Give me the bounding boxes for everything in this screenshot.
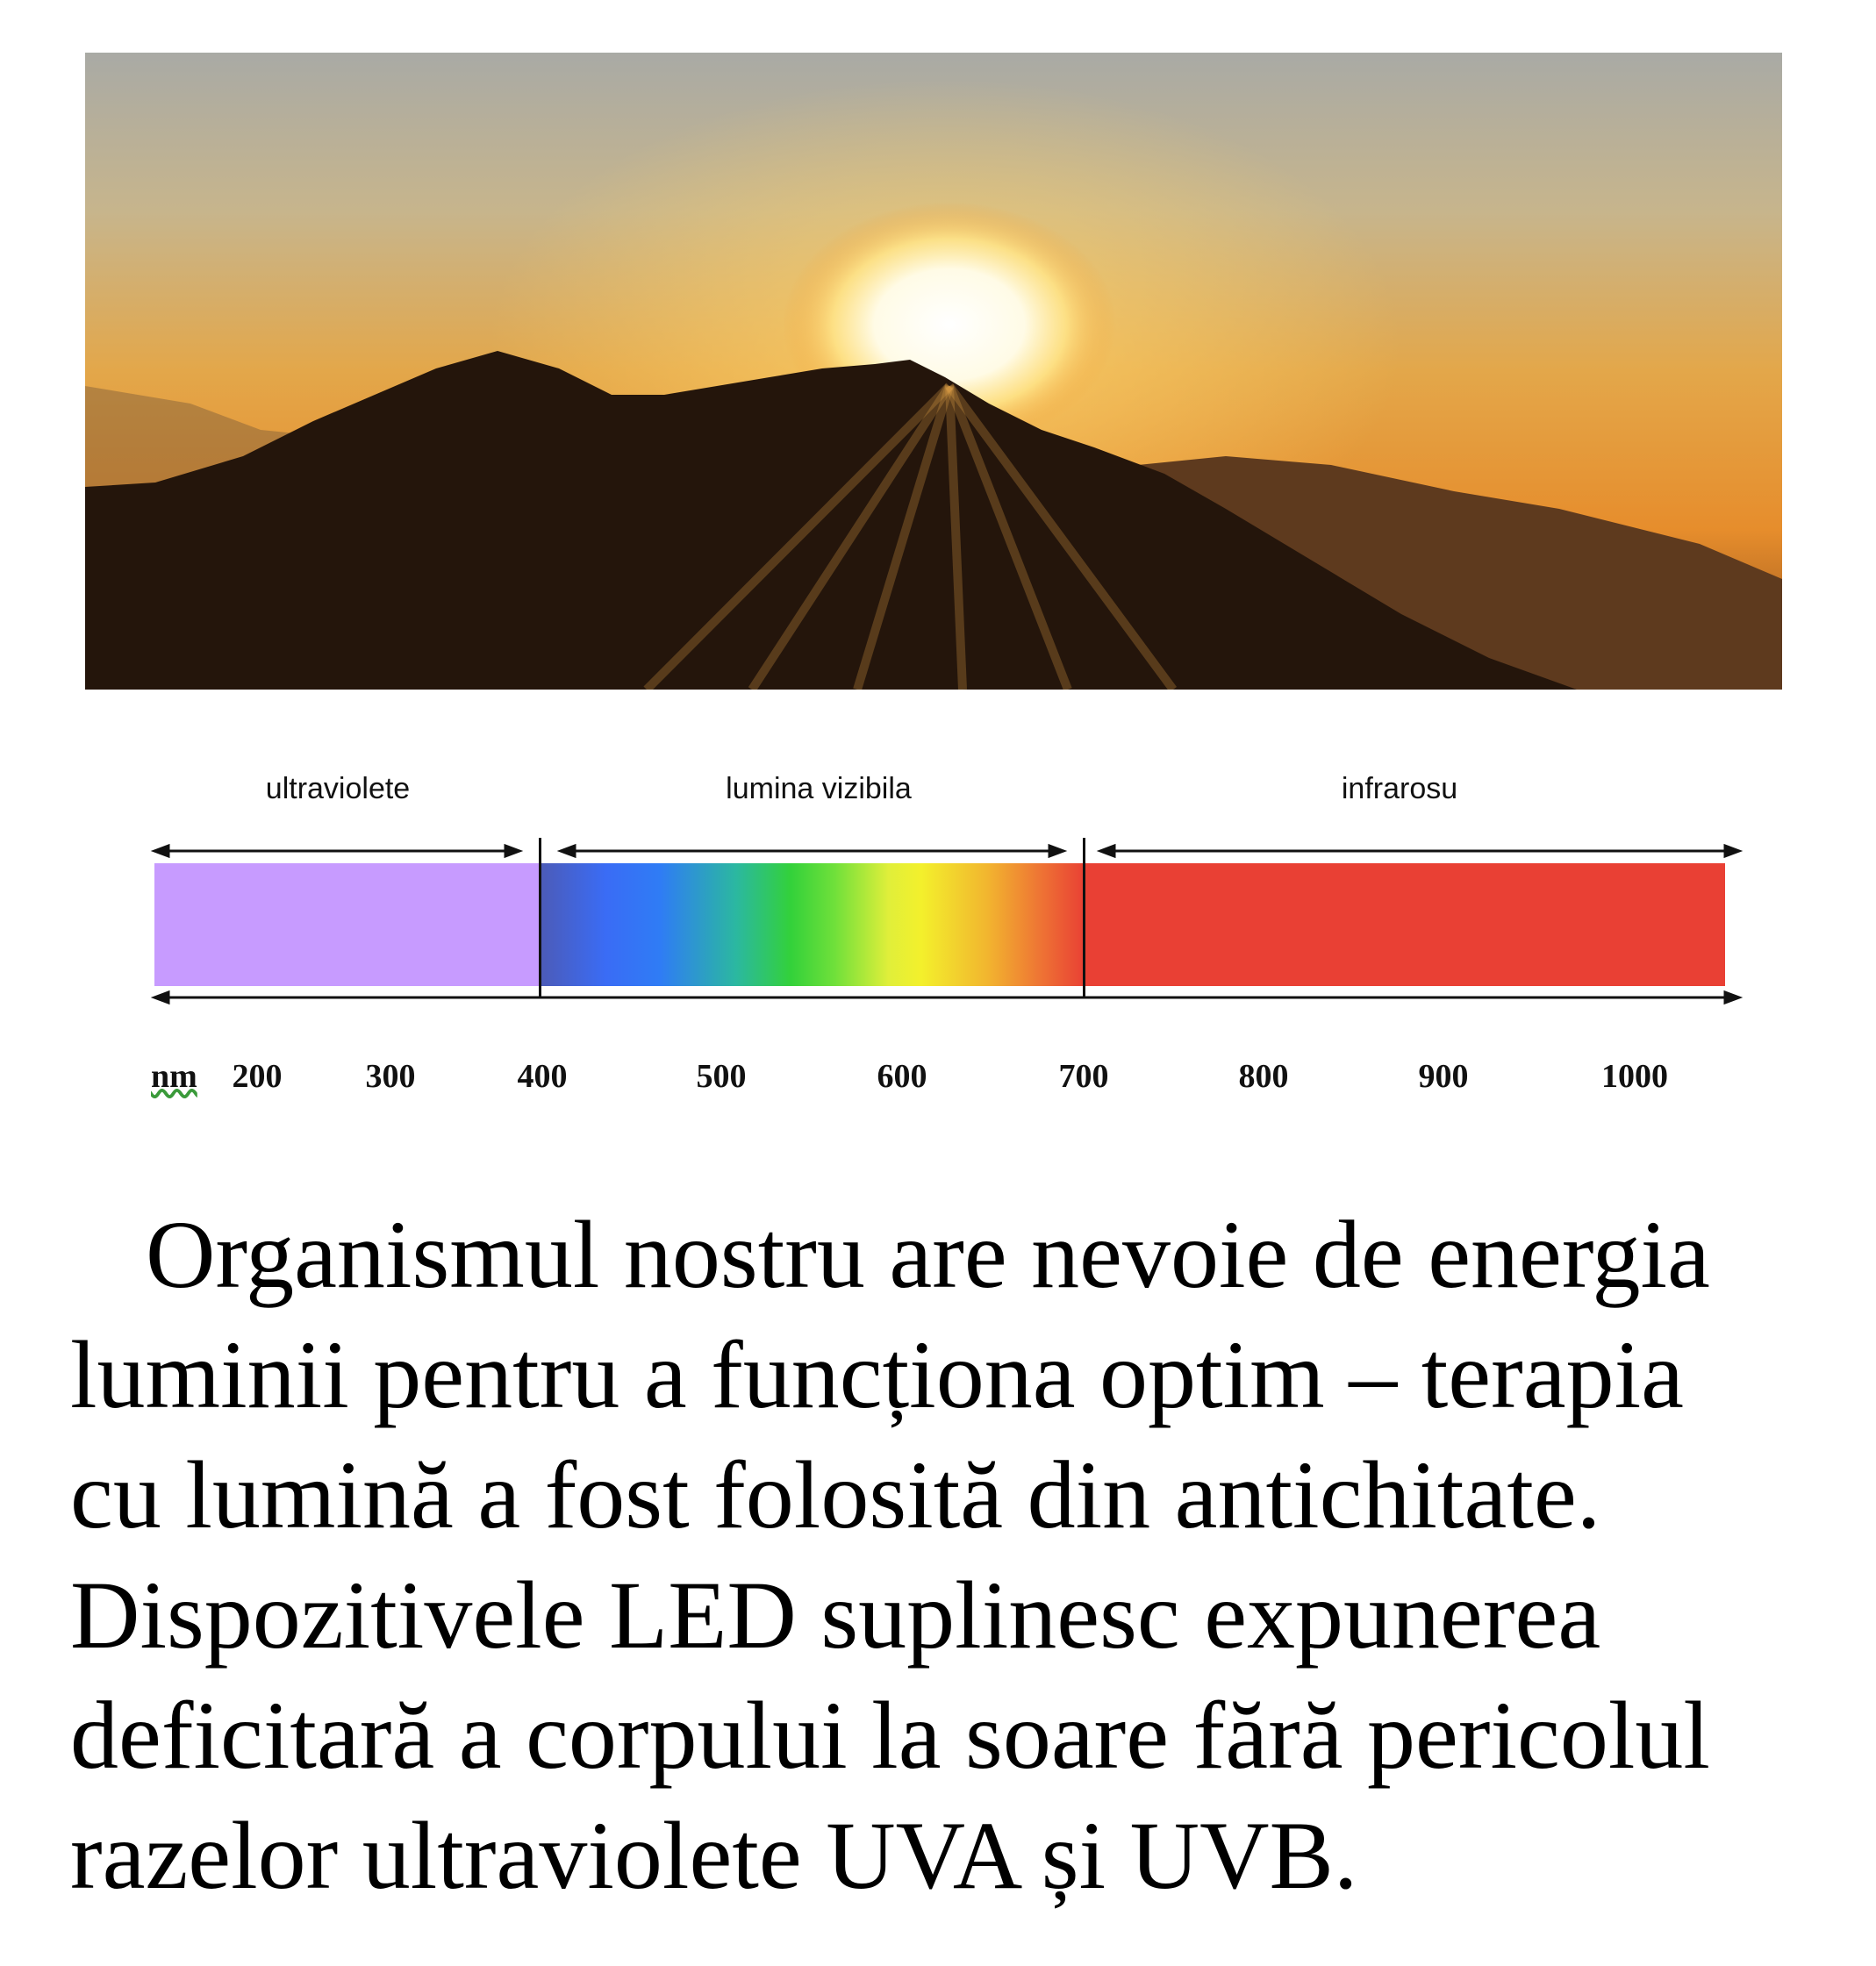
band-range-arrows-svg xyxy=(132,838,1755,864)
paragraph-line: Organismul nostru are nevoie de energia xyxy=(146,1201,1710,1308)
paragraph-line: deficitară a corpului la soare fără pericolul xyxy=(70,1682,1710,1789)
body-paragraph xyxy=(70,1195,1825,1916)
band-label-visible: lumina vizibila xyxy=(726,772,912,805)
infrared-band-bar xyxy=(1085,863,1725,986)
paragraph-line: luminii pentru a funcționa optim – terapia xyxy=(70,1321,1684,1428)
tick-label-1000: 1000 xyxy=(1601,1058,1668,1095)
sunset-mountain-photo xyxy=(85,53,1782,690)
paragraph-line: cu lumină a fost folosită din antichitate. xyxy=(70,1441,1601,1548)
ultraviolet-band-bar xyxy=(154,863,541,986)
wavelength-unit: nm xyxy=(151,1058,197,1095)
divider-400nm xyxy=(539,838,541,997)
paragraph-line: razelor ultraviolete UVA și UVB. xyxy=(70,1802,1358,1909)
tick-label-700: 700 xyxy=(1058,1058,1109,1095)
tick-label-500: 500 xyxy=(696,1058,747,1095)
visible-band-bar xyxy=(541,863,1085,986)
paragraph-line: Dispozitivele LED suplinesc expunerea xyxy=(70,1562,1601,1669)
tick-label-900: 900 xyxy=(1418,1058,1469,1095)
tick-label-400: 400 xyxy=(517,1058,568,1095)
tick-label-300: 300 xyxy=(365,1058,416,1095)
scale-axis-svg xyxy=(132,984,1755,1011)
band-range-arrows xyxy=(132,838,1755,864)
band-label-ultraviolet: ultraviolete xyxy=(265,772,411,805)
tick-label-800: 800 xyxy=(1238,1058,1289,1095)
light-spectrum-diagram xyxy=(132,754,1755,1123)
scale-axis-arrow xyxy=(132,984,1755,1011)
sunset-illustration xyxy=(85,53,1782,690)
band-label-infrared: infrarosu xyxy=(1341,772,1458,805)
tick-label-200: 200 xyxy=(232,1058,283,1095)
tick-label-600: 600 xyxy=(877,1058,927,1095)
divider-700nm xyxy=(1083,838,1085,997)
